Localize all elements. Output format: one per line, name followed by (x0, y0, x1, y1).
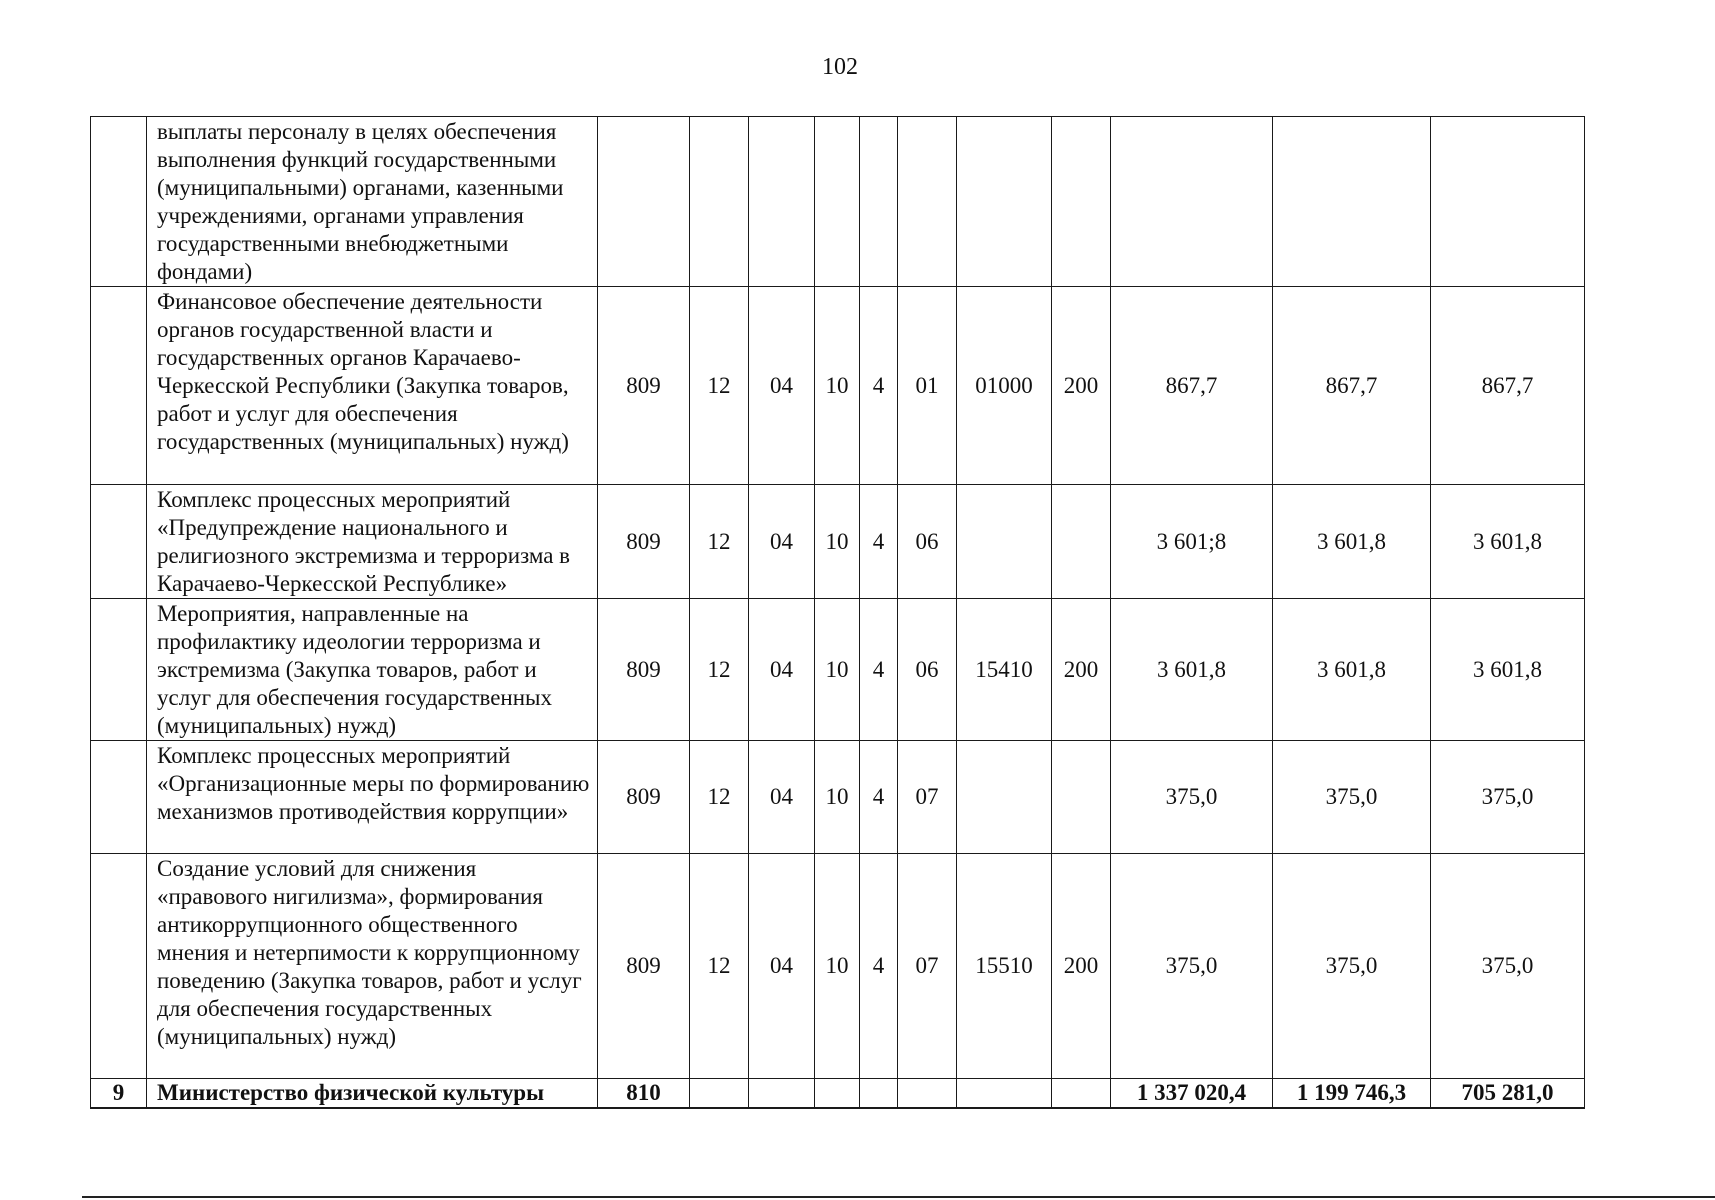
page-bottom-rule (82, 1196, 1715, 1198)
code-program: 10 (815, 485, 860, 599)
table-row (91, 599, 1585, 741)
table-row-total (91, 1079, 1585, 1109)
code-subsection (749, 117, 815, 287)
code-type (860, 117, 898, 287)
code-program (815, 117, 860, 287)
row-number (91, 287, 147, 485)
code-section: 12 (690, 287, 749, 485)
code-type: 4 (860, 485, 898, 599)
code-expense-type: 200 (1052, 599, 1111, 741)
amount-year-2: 375,0 (1273, 741, 1431, 854)
row-number (91, 741, 147, 854)
table-row (91, 741, 1585, 854)
code-direction: 01000 (957, 287, 1052, 485)
code-section (690, 117, 749, 287)
code-type: 4 (860, 741, 898, 854)
code-direction (957, 741, 1052, 854)
code-subsection: 04 (749, 599, 815, 741)
row-description: Министерство физической культуры (147, 1079, 598, 1109)
code-ministry: 810 (598, 1079, 690, 1109)
code-subprogram: 06 (898, 599, 957, 741)
row-description: Мероприятия, направленные на профилактику идеологии терроризма и экстремизма (Закупка товаров, работ и услуг для обеспечения государственных (муниципальных) нужд) (147, 599, 598, 741)
row-description: Создание условий для снижения «правового нигилизма», формирования антикоррупционного общественного мнения и нетерпимости к коррупционному поведению (Закупка товаров, работ и услуг для обеспечения государственных (муниципальных) нужд) (147, 854, 598, 1079)
code-subprogram: 06 (898, 485, 957, 599)
code-ministry: 809 (598, 741, 690, 854)
code-subsection: 04 (749, 854, 815, 1079)
table-row (91, 485, 1585, 599)
code-subsection: 04 (749, 485, 815, 599)
table-row (91, 117, 1585, 287)
amount-year-2: 375,0 (1273, 854, 1431, 1079)
amount-year-1: 375,0 (1111, 854, 1273, 1079)
code-ministry: 809 (598, 599, 690, 741)
amount-year-3: 705 281,0 (1431, 1079, 1585, 1109)
row-number: 9 (91, 1079, 147, 1109)
code-section: 12 (690, 485, 749, 599)
page-number: 102 (822, 54, 858, 80)
amount-year-2: 1 199 746,3 (1273, 1079, 1431, 1109)
row-number (91, 485, 147, 599)
amount-year-3: 3 601,8 (1431, 599, 1585, 741)
row-number (91, 599, 147, 741)
row-description: Финансовое обеспечение деятельности органов государственной власти и государственных органов Карачаево-Черкесской Республики (Закупка товаров, работ и услуг для обеспечения государственных (муниципальных) нужд) (147, 287, 598, 485)
amount-year-1: 3 601;8 (1111, 485, 1273, 599)
amount-year-1: 3 601,8 (1111, 599, 1273, 741)
budget-table (90, 116, 1585, 1109)
code-section: 12 (690, 854, 749, 1079)
code-subsection: 04 (749, 287, 815, 485)
code-subsection: 04 (749, 741, 815, 854)
code-expense-type: 200 (1052, 854, 1111, 1079)
code-expense-type (1052, 117, 1111, 287)
code-direction (957, 1079, 1052, 1109)
code-subprogram: 01 (898, 287, 957, 485)
code-subprogram (898, 117, 957, 287)
code-direction: 15510 (957, 854, 1052, 1079)
amount-year-3: 375,0 (1431, 854, 1585, 1079)
amount-year-2: 3 601,8 (1273, 485, 1431, 599)
code-program (815, 1079, 860, 1109)
code-ministry: 809 (598, 287, 690, 485)
amount-year-3: 375,0 (1431, 741, 1585, 854)
code-ministry: 809 (598, 485, 690, 599)
amount-year-1 (1111, 117, 1273, 287)
code-subprogram (898, 1079, 957, 1109)
code-expense-type (1052, 485, 1111, 599)
row-number (91, 117, 147, 287)
amount-year-2: 867,7 (1273, 287, 1431, 485)
code-subprogram: 07 (898, 854, 957, 1079)
row-description: Комплекс процессных мероприятий «Предупреждение национального и религиозного экстремизма и терроризма в Карачаево-Черкесской Республике» (147, 485, 598, 599)
table-row (91, 854, 1585, 1079)
amount-year-1: 375,0 (1111, 741, 1273, 854)
code-program: 10 (815, 287, 860, 485)
code-section: 12 (690, 741, 749, 854)
code-type: 4 (860, 599, 898, 741)
code-type: 4 (860, 854, 898, 1079)
code-program: 10 (815, 599, 860, 741)
code-direction (957, 485, 1052, 599)
code-subprogram: 07 (898, 741, 957, 854)
code-expense-type (1052, 1079, 1111, 1109)
code-section (690, 1079, 749, 1109)
amount-year-3 (1431, 117, 1585, 287)
code-program: 10 (815, 854, 860, 1079)
code-expense-type: 200 (1052, 287, 1111, 485)
code-direction (957, 117, 1052, 287)
row-number (91, 854, 147, 1079)
amount-year-3: 3 601,8 (1431, 485, 1585, 599)
code-ministry (598, 117, 690, 287)
code-direction: 15410 (957, 599, 1052, 741)
code-subsection (749, 1079, 815, 1109)
code-type (860, 1079, 898, 1109)
table-row (91, 287, 1585, 485)
row-description: выплаты персоналу в целях обеспечения выполнения функций государственными (муниципальными) органами, казенными учреждениями, органами управления государственными внебюджетными фондами) (147, 117, 598, 287)
amount-year-2 (1273, 117, 1431, 287)
code-program: 10 (815, 741, 860, 854)
code-ministry: 809 (598, 854, 690, 1079)
amount-year-3: 867,7 (1431, 287, 1585, 485)
amount-year-2: 3 601,8 (1273, 599, 1431, 741)
amount-year-1: 867,7 (1111, 287, 1273, 485)
code-expense-type (1052, 741, 1111, 854)
amount-year-1: 1 337 020,4 (1111, 1079, 1273, 1109)
code-section: 12 (690, 599, 749, 741)
code-type: 4 (860, 287, 898, 485)
row-description: Комплекс процессных мероприятий «Организационные меры по формированию механизмов противодействия коррупции» (147, 741, 598, 854)
